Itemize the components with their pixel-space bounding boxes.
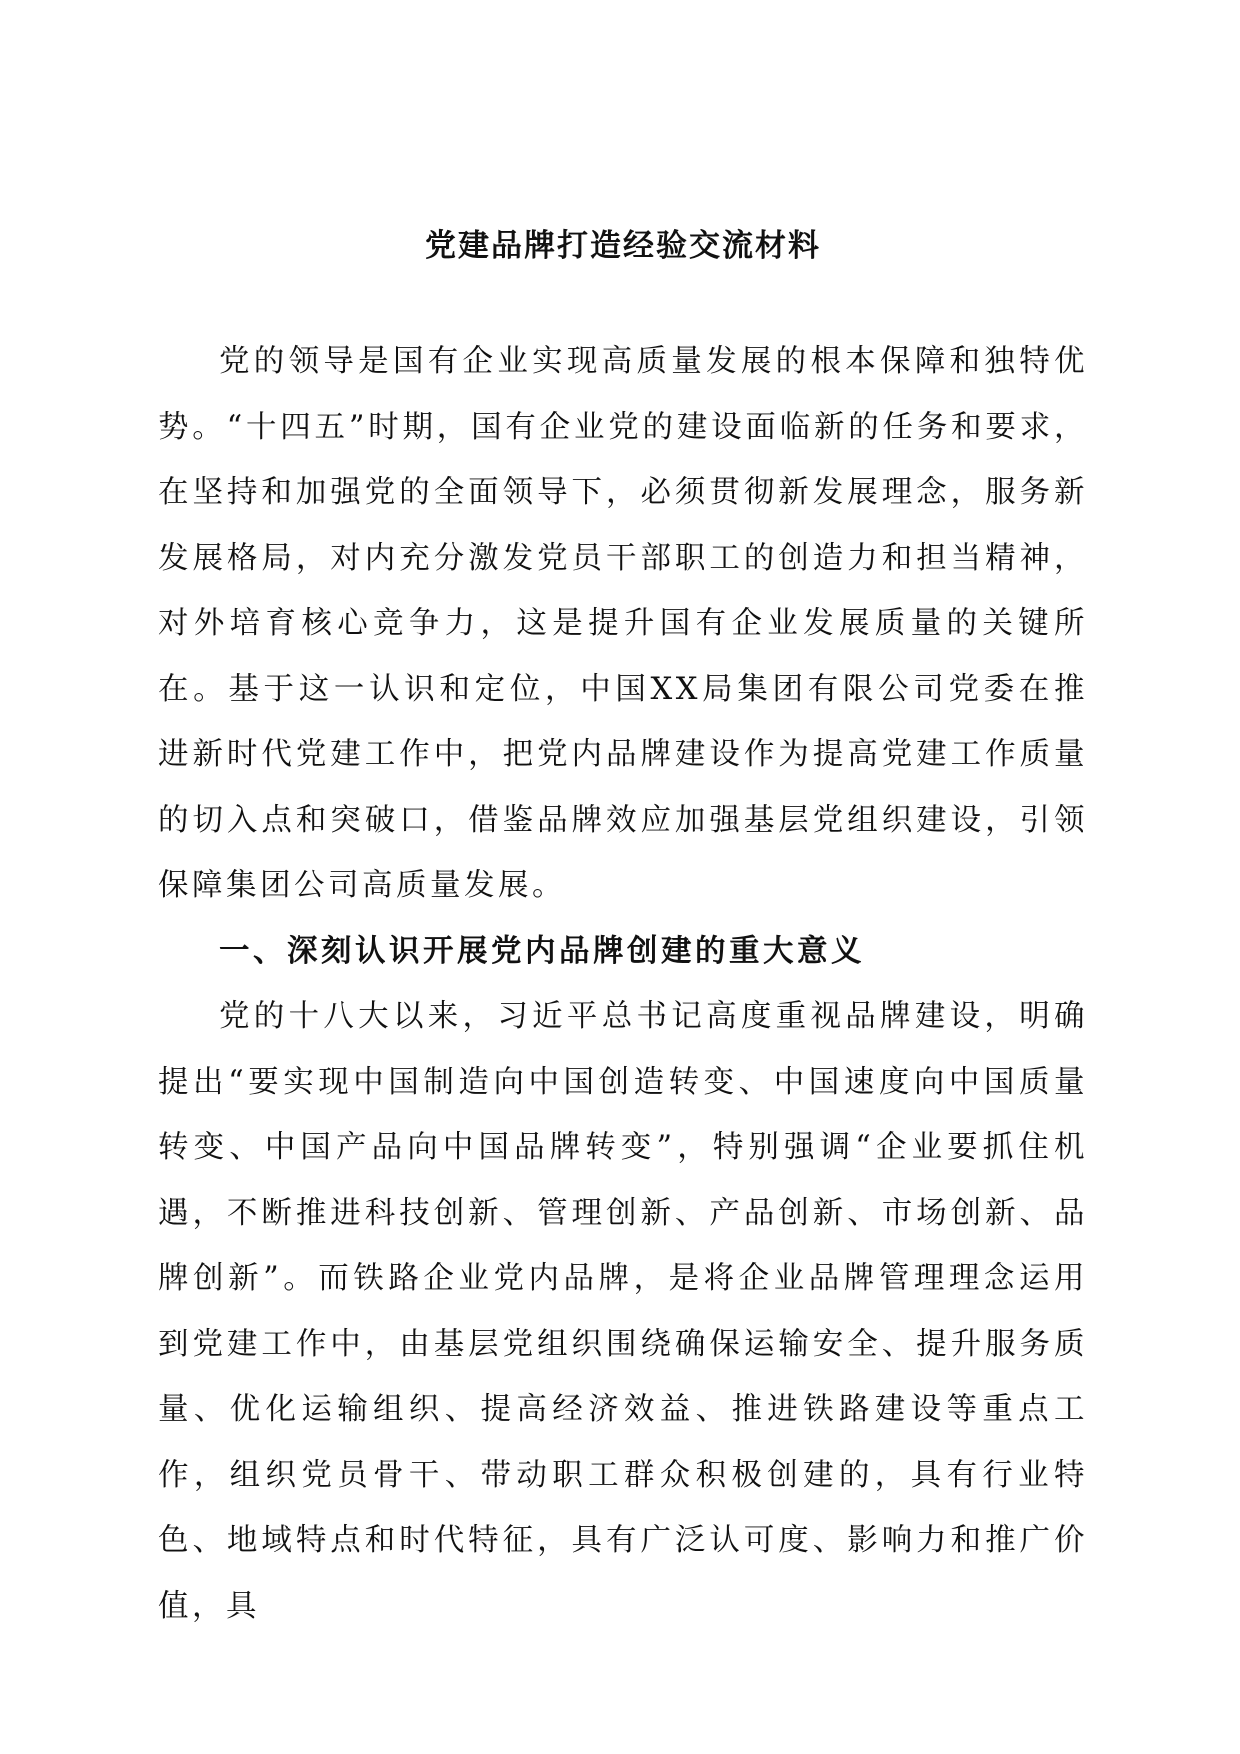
document-title: 党建品牌打造经验交流材料 (425, 228, 821, 264)
intro-paragraph: 党的领导是国有企业实现高质量发展的根本保障和独特优势。“十四五”时期，国有企业党的建设面临新的任务和要求，在坚持和加强党的全面领导下，必须贯彻新发展理念，服务新发展格局，对内充分激发党员干部职工的创造力和担当精神，对外培育核心竞争力，这是提升国有企业发展质量的关键所在。基于这一认识和定位，中国XX局集团有限公司党委在推进新时代党建工作中，把党内品牌建设作为提高党建工作质量的切入点和突破口，借鉴品牌效应加强基层党组织建设，引领保障集团公司高质量发展。 (158, 344, 1088, 903)
document-body (158, 226, 1088, 1639)
section-heading: 一、深刻认识开展党内品牌创建的重大意义 (219, 933, 865, 969)
section-paragraph: 党的十八大以来，习近平总书记高度重视品牌建设，明确提出“要实现中国制造向中国创造转变、中国速度向中国质量转变、中国产品向中国品牌转变”，特别强调“企业要抓住机遇，不断推进科技创新、管理创新、产品创新、市场创新、品牌创新”。而铁路企业党内品牌，是将企业品牌管理理念运用到党建工作中，由基层党组织围绕确保运输安全、提升服务质量、优化运输组织、提高经济效益、推进铁路建设等重点工作，组织党员骨干、带动职工群众积极创建的，具有行业特色、地域特点和时代特征，具有广泛认可度、影响力和推广价值，具 (158, 999, 1088, 1624)
